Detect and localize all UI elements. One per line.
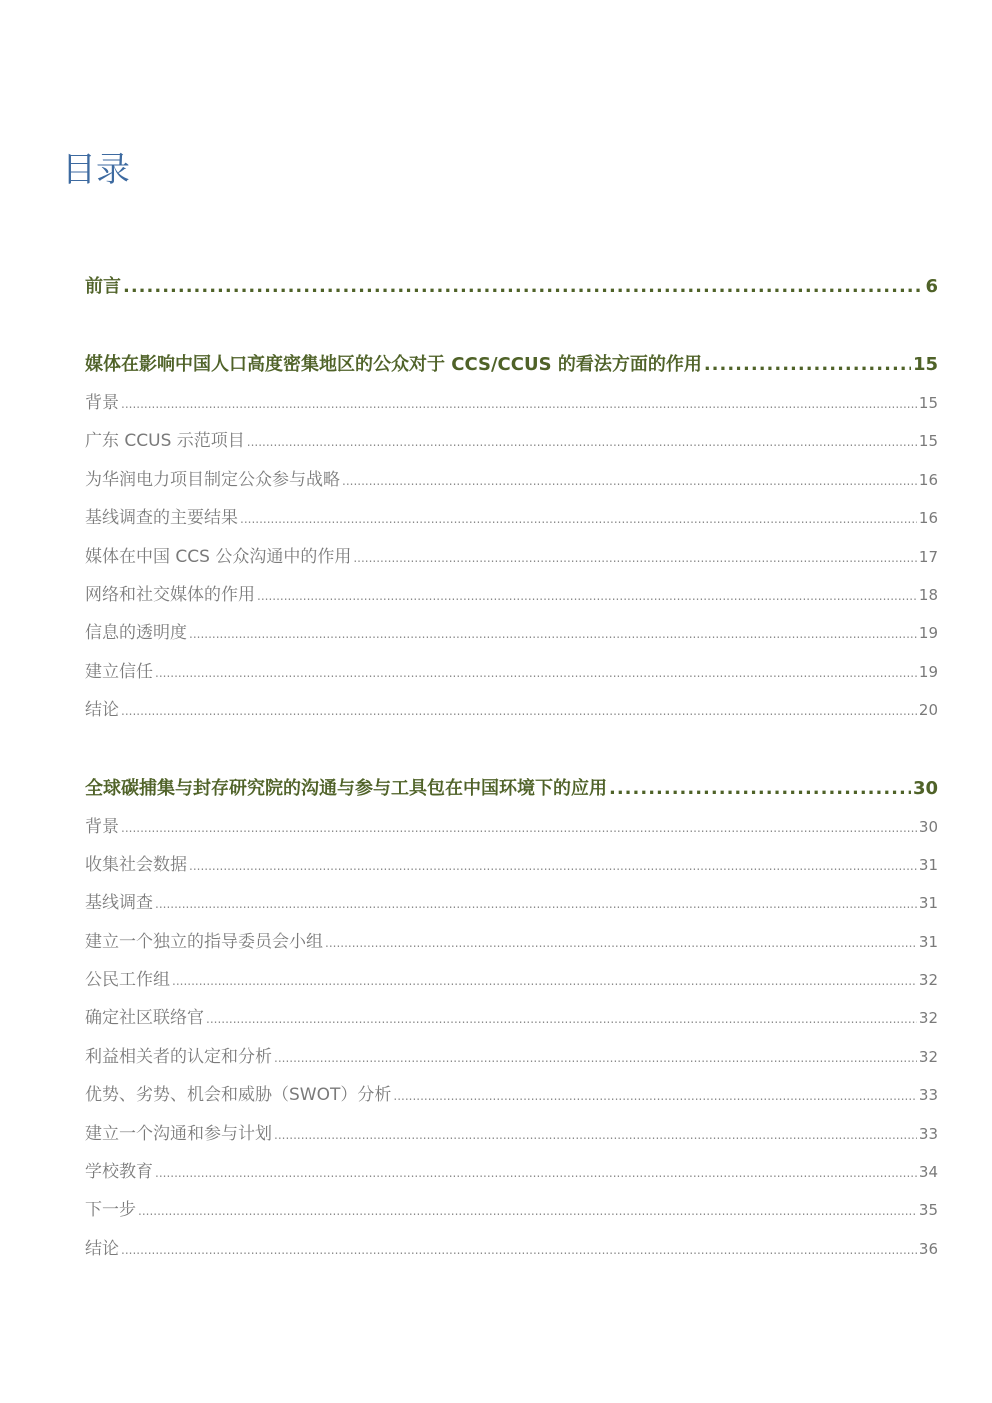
toc-item-label: 广东 CCUS 示范项目 — [85, 431, 245, 452]
toc-heading-label: 前言 — [85, 276, 121, 297]
dot-leader — [353, 539, 917, 576]
toc-item-label: 建立一个沟通和参与计划 — [85, 1123, 272, 1144]
toc-item-label: 媒体在中国 CCS 公众沟通中的作用 — [85, 546, 352, 567]
toc-page-number: 19 — [918, 662, 938, 681]
toc-item-label: 建立信任 — [85, 661, 153, 682]
dot-leader — [172, 962, 917, 999]
toc-item-label: 利益相关者的认定和分析 — [85, 1046, 272, 1067]
toc-item[interactable] — [85, 422, 938, 460]
toc-item[interactable] — [85, 499, 938, 537]
toc-heading-preface[interactable] — [85, 268, 938, 306]
toc-item-label: 背景 — [85, 393, 119, 413]
toc-page-number: 31 — [918, 894, 938, 913]
toc-item-label: 公民工作组 — [85, 970, 170, 991]
toc-page-number: 15 — [918, 432, 938, 451]
toc-item[interactable] — [85, 1038, 938, 1076]
toc-page-number: 32 — [918, 1047, 938, 1066]
toc-section-preface — [85, 268, 938, 306]
toc-page-number: 15 — [918, 394, 938, 412]
toc-page-number: 33 — [918, 1086, 938, 1105]
toc-item-label: 优势、劣势、机会和威胁（SWOT）分析 — [85, 1085, 392, 1106]
toc-item[interactable] — [85, 808, 938, 846]
toc-page-number: 32 — [918, 1009, 938, 1028]
toc-page-number: 30 — [918, 817, 938, 836]
toc-item[interactable] — [85, 461, 938, 499]
dot-leader — [274, 1116, 917, 1153]
dot-leader — [155, 885, 917, 922]
toc-page-number: 33 — [918, 1124, 938, 1143]
toc-page-number: 31 — [918, 932, 938, 951]
toc-item[interactable] — [85, 1076, 938, 1114]
dot-leader — [121, 692, 917, 729]
toc-page-number: 19 — [918, 624, 938, 643]
toc-page-number: 30 — [912, 777, 938, 799]
toc-item[interactable] — [85, 384, 938, 422]
toc-page-number: 35 — [918, 1201, 938, 1220]
toc-item[interactable] — [85, 846, 938, 884]
toc-page-number: 16 — [918, 509, 938, 528]
dot-leader — [704, 346, 911, 384]
toc-heading-media-role[interactable] — [85, 346, 938, 384]
toc-item-label: 确定社区联络官 — [85, 1008, 204, 1029]
toc-item-label: 学校教育 — [85, 1162, 153, 1183]
dot-leader — [121, 809, 917, 846]
toc-item-label: 结论 — [85, 700, 119, 721]
toc-item-label: 收集社会数据 — [85, 854, 187, 875]
toc-page-number: 31 — [918, 855, 938, 874]
dot-leader — [393, 1077, 917, 1114]
dot-leader — [121, 385, 917, 422]
dot-leader — [121, 1231, 917, 1268]
dot-leader — [206, 1000, 917, 1037]
toc-item[interactable] — [85, 1115, 938, 1153]
dot-leader — [155, 1154, 917, 1191]
toc-page-number: 20 — [918, 701, 938, 720]
toc-heading-toolkit[interactable] — [85, 770, 938, 808]
dot-leader — [257, 577, 917, 614]
dot-leader — [342, 462, 917, 499]
dot-leader — [189, 615, 917, 652]
dot-leader — [247, 423, 917, 460]
toc-page-number: 32 — [918, 971, 938, 990]
toc-item-label: 背景 — [85, 816, 119, 837]
toc-item[interactable] — [85, 576, 938, 614]
toc-heading-label: 全球碳捕集与封存研究院的沟通与参与工具包在中国环境下的应用 — [85, 777, 607, 799]
toc-page-number: 15 — [912, 354, 938, 375]
toc-item[interactable] — [85, 923, 938, 961]
toc-item[interactable] — [85, 691, 938, 729]
toc-page-number: 18 — [918, 585, 938, 604]
dot-leader — [274, 1039, 917, 1076]
toc-item[interactable] — [85, 1191, 938, 1229]
toc-page-number: 17 — [918, 547, 938, 566]
dot-leader — [155, 654, 917, 691]
toc-heading-label: 媒体在影响中国人口高度密集地区的公众对于 CCS/CCUS 的看法方面的作用 — [85, 354, 702, 375]
table-of-contents — [85, 268, 938, 1308]
toc-item-label: 网络和社交媒体的作用 — [85, 584, 255, 605]
toc-section-media-role — [85, 346, 938, 730]
toc-item-label: 基线调查 — [85, 893, 153, 914]
toc-item-label: 结论 — [85, 1238, 119, 1259]
dot-leader — [609, 770, 911, 808]
toc-page-number: 34 — [918, 1163, 938, 1182]
toc-item[interactable] — [85, 1153, 938, 1191]
toc-item[interactable] — [85, 653, 938, 691]
toc-item-label: 基线调查的主要结果 — [85, 508, 238, 529]
toc-item[interactable] — [85, 961, 938, 999]
toc-item-label: 建立一个独立的指导委员会小组 — [85, 931, 323, 952]
toc-page-number: 16 — [918, 470, 938, 489]
dot-leader — [240, 500, 917, 537]
toc-item[interactable] — [85, 538, 938, 576]
dot-leader — [325, 924, 917, 961]
dot-leader — [123, 268, 923, 306]
toc-section-toolkit — [85, 770, 938, 1269]
toc-item-label: 下一步 — [85, 1200, 136, 1221]
toc-item-label: 信息的透明度 — [85, 623, 187, 644]
toc-page-number: 6 — [925, 276, 938, 297]
toc-item[interactable] — [85, 614, 938, 652]
toc-item-label: 为华润电力项目制定公众参与战略 — [85, 469, 340, 490]
dot-leader — [138, 1192, 917, 1229]
toc-item[interactable] — [85, 884, 938, 922]
page-title: 目录 — [62, 150, 130, 190]
toc-page-number: 36 — [918, 1239, 938, 1258]
dot-leader — [189, 847, 917, 884]
toc-item[interactable] — [85, 1230, 938, 1268]
toc-item[interactable] — [85, 999, 938, 1037]
